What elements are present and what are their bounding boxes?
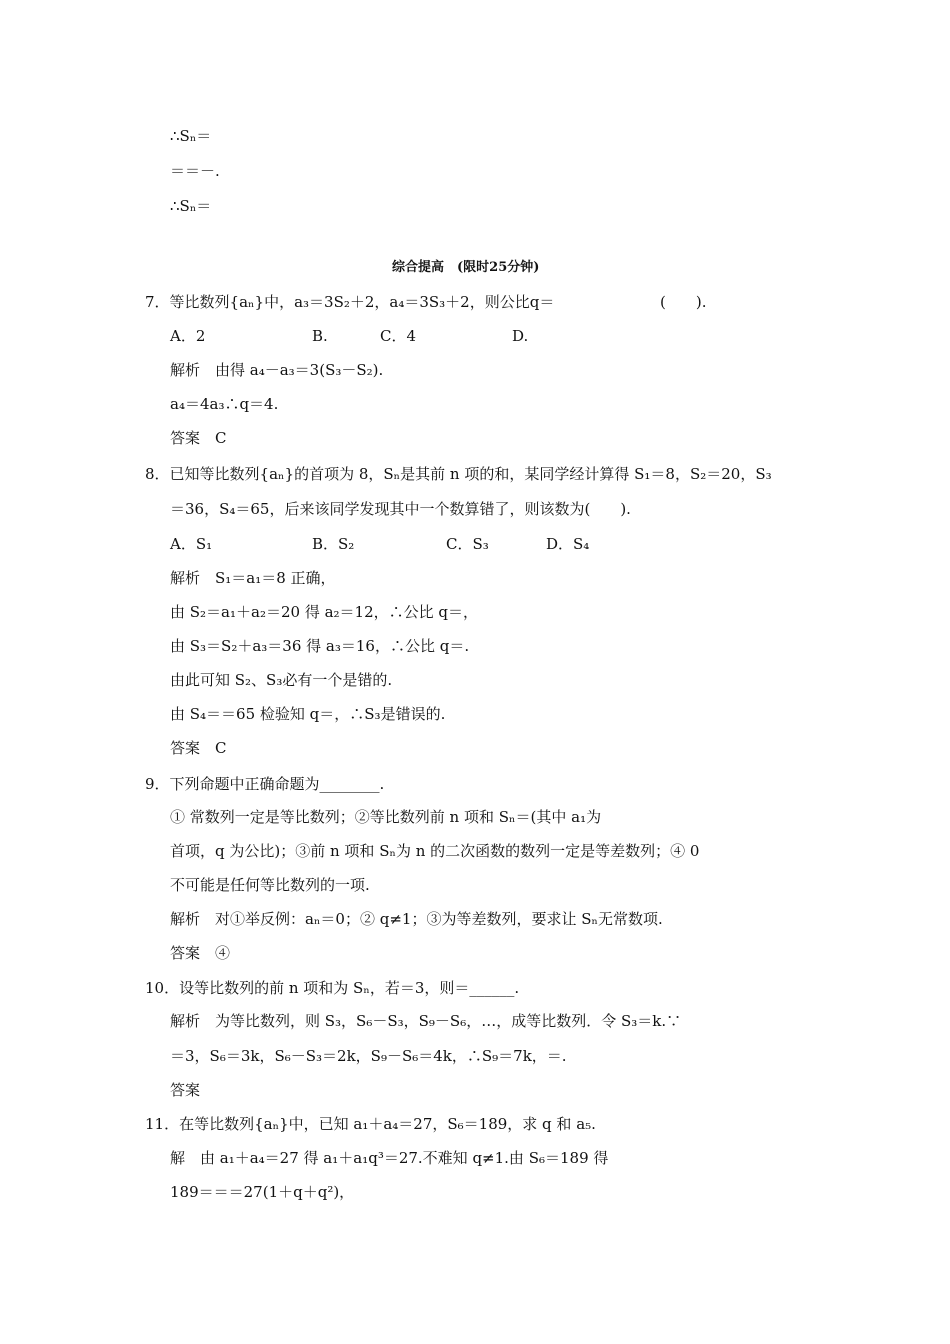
text-line: 由 S₂＝a₁＋a₂＝20 得 a₂＝12，∴公比 q＝， bbox=[170, 603, 479, 621]
text-line: ① 常数列一定是等比数列；②等比数列前 n 项和 Sₙ＝(其中 a₁为 bbox=[170, 808, 602, 826]
text-line: ∴Sₙ＝ bbox=[170, 197, 212, 215]
option-d: D. bbox=[512, 327, 529, 345]
question-9: 9．下列命题中正确命题为________. bbox=[145, 775, 385, 793]
answer-line: 答案 bbox=[170, 1081, 201, 1099]
solution-line: 解 由 a₁＋a₄＝27 得 a₁＋a₁q³＝27.不难知 q≠1.由 S₆＝189 得 bbox=[170, 1149, 609, 1167]
text-line: ＝＝－. bbox=[170, 162, 220, 180]
analysis-line: 解析 由得 a₄－a₃＝3(S₃－S₂). bbox=[170, 361, 384, 379]
answer-line: 答案 ④ bbox=[170, 944, 231, 962]
text-line: ＝36，S₄＝65，后来该同学发现其中一个数算错了，则该数为( ). bbox=[170, 500, 631, 518]
answer-line: 答案 C bbox=[170, 429, 227, 447]
text-line: ＝3，S₆＝3k，S₆－S₃＝2k，S₉－S₆＝4k，∴S₉＝7k，＝. bbox=[170, 1047, 567, 1065]
section-heading: 综合提高 (限时25分钟) bbox=[392, 260, 540, 275]
analysis-line: 解析 S₁＝a₁＝8 正确， bbox=[170, 569, 336, 587]
text-line: ∴Sₙ＝ bbox=[170, 127, 212, 145]
analysis-line: 解析 对①举反例：aₙ＝0；② q≠1；③为等差数列，要求让 Sₙ无常数项. bbox=[170, 910, 663, 928]
option-a: A．S₁ bbox=[170, 535, 213, 553]
text-line: 由 S₃＝S₂＋a₃＝36 得 a₃＝16，∴公比 q＝. bbox=[170, 637, 470, 655]
text-line: 首项，q 为公比)；③前 n 项和 Sₙ为 n 的二次函数的数列一定是等差数列；④ 0 bbox=[170, 842, 700, 860]
question-11: 11．在等比数列{aₙ}中，已知 a₁＋a₄＝27，S₆＝189，求 q 和 a₅. bbox=[145, 1115, 596, 1133]
text-line: 由 S₄＝＝65 检验知 q＝，∴S₃是错误的. bbox=[170, 705, 446, 723]
option-c: C．S₃ bbox=[446, 535, 489, 553]
text-line: 189＝＝＝27(1＋q＋q²)， bbox=[170, 1183, 355, 1201]
question-7: 7．等比数列{aₙ}中，a₃＝3S₂＋2，a₄＝3S₃＋2，则公比q＝ bbox=[145, 293, 555, 311]
question-8: 8．已知等比数列{aₙ}的首项为 8，Sₙ是其前 n 项的和，某同学经计算得 S₁＝8，S₂＝20，S₃ bbox=[145, 465, 772, 483]
question-10: 10．设等比数列的前 n 项和为 Sₙ，若＝3，则＝______. bbox=[145, 979, 520, 997]
option-b: B. bbox=[312, 327, 328, 345]
text-line: 由此可知 S₂、S₃必有一个是错的. bbox=[170, 671, 393, 689]
answer-line: 答案 C bbox=[170, 739, 227, 757]
analysis-line: 解析 为等比数列，则 S₃，S₆－S₃，S₉－S₆，…，成等比数列．令 S₃＝k.∵ bbox=[170, 1012, 682, 1030]
option-d: D．S₄ bbox=[546, 535, 590, 553]
option-c: C．4 bbox=[380, 327, 417, 345]
option-a: A．2 bbox=[170, 327, 206, 345]
text-line: a₄＝4a₃∴q＝4. bbox=[170, 395, 279, 413]
answer-bracket: ( ). bbox=[660, 293, 707, 311]
option-b: B．S₂ bbox=[312, 535, 355, 553]
text-line: 不可能是任何等比数列的一项. bbox=[170, 876, 370, 894]
